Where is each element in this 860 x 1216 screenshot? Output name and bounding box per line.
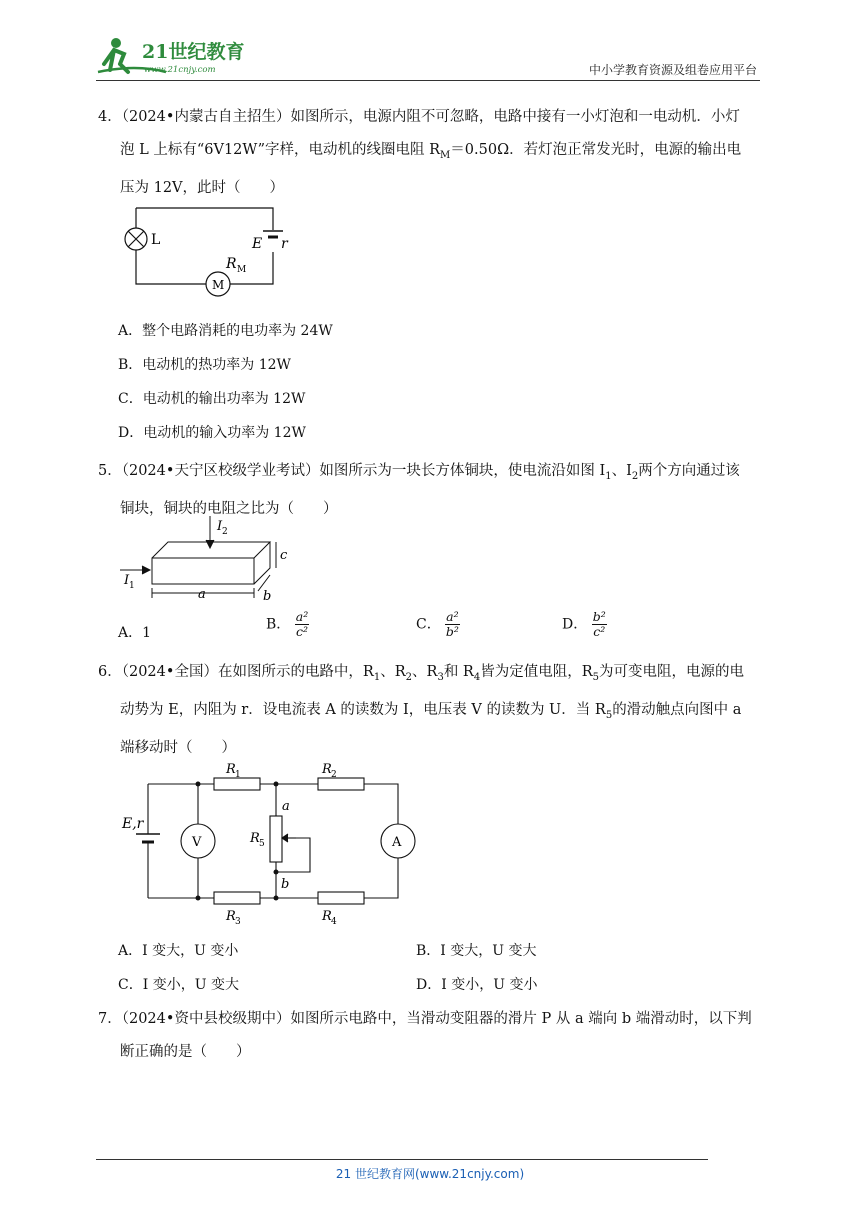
q5-option-b-num: a² bbox=[295, 609, 309, 624]
q5-option-b-fraction bbox=[295, 610, 309, 639]
q6-fig-a: a bbox=[282, 799, 290, 814]
q4-line3: 压为 12V，此时（ ） bbox=[120, 179, 285, 196]
q6-line3: 端移动时（ ） bbox=[120, 739, 236, 756]
q4-line2: 泡 L 上标有“6V12W”字样，电动机的线圈电阻 R bbox=[120, 142, 441, 158]
q5-option-d-den: c² bbox=[593, 624, 606, 639]
logo-text: 21世纪教育 bbox=[142, 41, 245, 63]
q5-option-c-num: a² bbox=[446, 609, 459, 624]
q5-copper-block-diagram bbox=[118, 512, 298, 604]
q6-fig-R3sub: 3 bbox=[235, 917, 241, 924]
q6-option-a[interactable]: A．I 变大，U 变小 bbox=[118, 943, 239, 959]
q6-fig-A: A bbox=[392, 835, 402, 850]
question-6 bbox=[98, 656, 768, 765]
q6-fig-V: V bbox=[192, 835, 202, 850]
q6-circuit-diagram bbox=[118, 754, 418, 924]
q5-option-d[interactable] bbox=[562, 610, 607, 639]
header-platform-text: 中小学教育资源及组卷应用平台 bbox=[588, 63, 757, 77]
q4-line2-tail: ＝0.50Ω．若灯泡正常发光时，电源的输出电 bbox=[450, 142, 742, 158]
logo-url: www.21cnjy.com bbox=[144, 65, 216, 75]
q4-fig-L: L bbox=[151, 232, 161, 248]
q5-line2: 铜块，铜块的电阻之比为（ ） bbox=[120, 500, 338, 517]
q6-fig-R1: R bbox=[226, 762, 236, 777]
q7-number: 7． bbox=[98, 1011, 122, 1027]
q4-fig-Rsub: M bbox=[237, 265, 247, 275]
q5-option-d-num: b² bbox=[592, 609, 606, 624]
q6-line2-sub: 5 bbox=[605, 709, 613, 721]
q5-fig-a: a bbox=[198, 587, 206, 602]
q6-line1b: 、R bbox=[380, 664, 406, 680]
q5-option-b-den: c² bbox=[295, 624, 308, 639]
q6-fig-R5: R bbox=[250, 831, 260, 846]
q6-fig-R4: R bbox=[322, 909, 332, 924]
q7-line2: 断正确的是（ ） bbox=[120, 1044, 251, 1060]
q5-option-c-fraction bbox=[445, 610, 459, 639]
q4-option-c[interactable]: C．电动机的输出功率为 12W bbox=[118, 391, 306, 407]
q5-line1a: （2024•天宁区校级学业考试）如图所示为一块长方体铜块，使电流沿如图 I bbox=[121, 463, 606, 479]
q4-line1: （2024•内蒙古自主招生）如图所示，电源内阻不可忽略，电路中接有一小灯泡和一电动机．小灯 bbox=[121, 109, 740, 125]
q6-fig-Er: E,r bbox=[122, 816, 144, 832]
q5-option-a[interactable]: A．1 bbox=[118, 625, 152, 641]
q6-line1f: 为可变电阻，电源的电 bbox=[599, 664, 745, 680]
q4-option-b[interactable]: B．电动机的热功率为 12W bbox=[118, 357, 291, 373]
q5-option-c-label: C． bbox=[416, 616, 441, 633]
running-man-icon bbox=[96, 34, 256, 78]
q5-option-c[interactable] bbox=[416, 610, 460, 639]
q5-fig-b: b bbox=[263, 589, 272, 604]
header-divider bbox=[96, 80, 760, 81]
q6-line2-tail: 的滑动触点向图中 a bbox=[612, 701, 742, 718]
q5-fig-I2: I bbox=[217, 519, 223, 534]
q6-fig-R1sub: 1 bbox=[235, 770, 241, 780]
footer-divider bbox=[96, 1159, 708, 1160]
q5-option-c-den: b² bbox=[445, 624, 459, 639]
question-4 bbox=[98, 101, 768, 205]
q6-sub4: 4 bbox=[473, 671, 481, 683]
q6-sub5: 5 bbox=[592, 671, 600, 683]
q5-fig-c: c bbox=[280, 548, 288, 563]
q5-line1b: 、I bbox=[611, 463, 632, 479]
q5-fig-I2sub: 2 bbox=[222, 527, 228, 537]
q6-line2: 动势为 E，内阻为 r．设电流表 A 的读数为 I，电压表 V 的读数为 U．当 R bbox=[120, 701, 606, 718]
q6-fig-b: b bbox=[281, 877, 290, 892]
q4-fig-M: M bbox=[212, 278, 225, 292]
q5-fig-I1sub: 1 bbox=[129, 581, 135, 591]
q6-fig-R4sub: 4 bbox=[331, 917, 337, 924]
q6-option-b[interactable]: B．I 变大，U 变大 bbox=[416, 943, 537, 959]
q4-option-d[interactable]: D．电动机的输入功率为 12W bbox=[118, 425, 306, 441]
q5-option-d-label: D． bbox=[562, 616, 588, 633]
q6-fig-R2sub: 2 bbox=[331, 770, 337, 780]
q6-line1e: 皆为定值电阻，R bbox=[480, 664, 593, 680]
q5-line1c: 两个方向通过该 bbox=[638, 463, 740, 479]
q6-sub3: 3 bbox=[437, 671, 444, 683]
q4-line2-sub: M bbox=[440, 149, 451, 161]
q6-fig-R2: R bbox=[322, 762, 332, 777]
q7-line1: （2024•资中县校级期中）如图所示电路中，当滑动变阻器的滑片 P 从 a 端向 b 端滑动时，以下判 bbox=[121, 1011, 752, 1027]
q5-option-d-fraction bbox=[592, 610, 607, 639]
q6-fig-R5sub: 5 bbox=[259, 839, 265, 849]
q4-option-a[interactable]: A．整个电路消耗的电功率为 24W bbox=[118, 323, 333, 339]
q4-fig-r: r bbox=[281, 236, 288, 252]
q6-line1c: 、R bbox=[412, 664, 438, 680]
q5-option-b-label: B． bbox=[266, 616, 291, 633]
q4-fig-E: E bbox=[252, 236, 263, 252]
q6-sub1: 1 bbox=[373, 671, 381, 683]
q4-number: 4． bbox=[98, 109, 122, 125]
q5-sub2: 2 bbox=[631, 470, 639, 482]
q6-option-c[interactable]: C．I 变小，U 变大 bbox=[118, 977, 239, 993]
q6-number: 6． bbox=[98, 664, 122, 680]
q4-fig-R: R bbox=[226, 256, 237, 272]
q6-line1a: （2024•全国）在如图所示的电路中，R bbox=[121, 664, 374, 680]
footer-text[interactable]: 21 世纪教育网(www.21cnjy.com) bbox=[335, 1167, 525, 1181]
site-logo bbox=[96, 34, 256, 78]
q5-fig-I1: I bbox=[124, 573, 130, 588]
q6-sub2: 2 bbox=[405, 671, 413, 683]
q6-fig-R3: R bbox=[226, 909, 236, 924]
q5-sub1: 1 bbox=[605, 470, 612, 482]
q4-circuit-diagram bbox=[118, 200, 298, 302]
q6-option-d[interactable]: D．I 变小，U 变小 bbox=[416, 977, 538, 993]
question-7 bbox=[98, 1003, 768, 1069]
q5-option-b[interactable] bbox=[266, 610, 309, 639]
q6-line1d: 和 R bbox=[443, 664, 474, 680]
q5-number: 5． bbox=[98, 463, 122, 479]
